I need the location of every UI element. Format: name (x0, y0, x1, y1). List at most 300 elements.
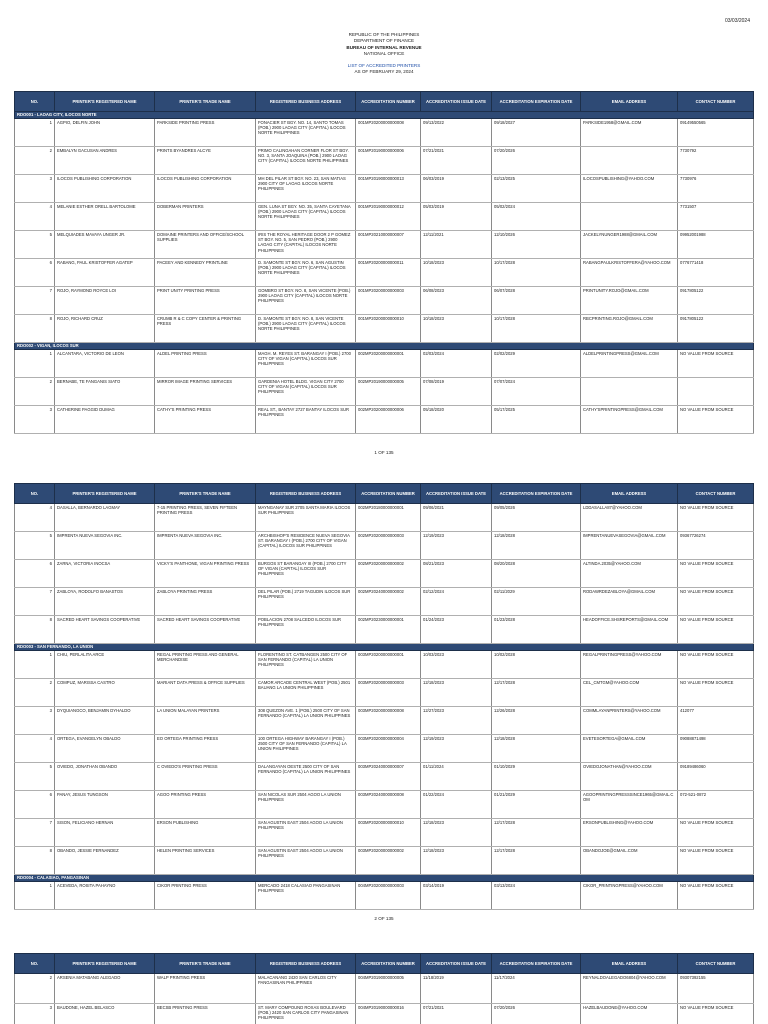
printers-table (14, 953, 754, 1024)
cell-acc-no: 003MP20200000000002 (356, 847, 421, 875)
cell-address: MAYNGANAY SUR 2705 SANTA MARIA ILOCOS SUR PHILIPPINES (256, 504, 356, 532)
cell-address: PRIMO CALINGAHAN CORNER FLOR ST BGY. NO. 3, SANTA JOAQUINA (POB.) 2900 LAOAG CITY (CAPITAL) ILOCOS NORTE PHILIPPINES (256, 147, 356, 175)
cell-contact: NO VALUE FROM SOURCE (678, 504, 754, 532)
cell-email: PARKSIDE1958@GMAIL.COM (581, 119, 678, 147)
cell-acc-no: 001MP20190000000012 (356, 203, 421, 231)
print-date: 03/03/2024 (724, 18, 750, 24)
cell-address: D. SAMONTE ST BGY. NO. 8, SAN VICENTE (POB.) 2900 LAOAG CITY (CAPITAL) ILOCOS NORTE PHILIPPINES (256, 315, 356, 343)
printers-table (14, 483, 754, 910)
page-sheet (14, 483, 753, 910)
cell-address: GOMBRO ST BGY. NO. 8, SAN VICENTE (POB.) 2900 LAOAG CITY (CAPITAL) ILOCOS NORTE PHILIPPINES (256, 287, 356, 315)
table-row (15, 707, 754, 735)
cell-issue: 10/18/2023 (421, 315, 492, 343)
cell-trade: ERSON PUBLISHING (155, 819, 256, 847)
cell-trade: PARKSIDE PRINTING PRESS (155, 119, 256, 147)
cell-email: OVIEDOJONATHAN@YAHOO.COM (581, 763, 678, 791)
cell-expiry: 12/17/2028 (492, 819, 581, 847)
cell-no: 2 (15, 974, 55, 1004)
table-row (15, 679, 754, 707)
cell-email: OBANDOJOE@GMAIL.COM (581, 847, 678, 875)
column-header: ACCREDITATION EXPIRATION DATE (492, 92, 581, 112)
cell-name: AGPIO, DELFIN JOHN (55, 119, 155, 147)
cell-acc-no: 002MP20240000000002 (356, 588, 421, 616)
page-number: 2 OF 135 (374, 916, 394, 921)
cell-acc-no: 003MP20240000000007 (356, 763, 421, 791)
cell-name: EMBALYN GACUSAN ANDRES (55, 147, 155, 175)
cell-name: OVIEDO, JONATHAN OBANDO (55, 763, 155, 791)
cell-trade: BECSB PRINTING PRESS (155, 1004, 256, 1024)
table-row (15, 1004, 754, 1024)
cell-expiry: 01/10/2029 (492, 763, 581, 791)
cell-email: LDDASALLA87@YAHOO.COM (581, 504, 678, 532)
cell-address: D. SAMONTE ST BGY. NO. 6, SAN AGUSTIN (POB.) 2900 LAOAG CITY (CAPITAL) ILOCOS NORTE PHILIPPINES (256, 259, 356, 287)
column-header: ACCREDITATION NUMBER (356, 484, 421, 504)
cell-no: 5 (15, 231, 55, 259)
cell-name: OBANDO, JESSIE FERNANDEZ (55, 847, 155, 875)
cell-contact: NO VALUE FROM SOURCE (678, 651, 754, 679)
cell-acc-no: 002MP20200000000001 (356, 350, 421, 378)
cell-trade: VICKY'S PANTHONE, VIGAN PRINTING PRESS (155, 560, 256, 588)
cell-contact: NO VALUE FROM SOURCE (678, 588, 754, 616)
table-row (15, 378, 754, 406)
cell-expiry: 08/20/2028 (492, 560, 581, 588)
column-header: ACCREDITATION NUMBER (356, 92, 421, 112)
cell-acc-no: 002MP20200000000006 (356, 406, 421, 434)
cell-email: REGALPRINTINGPRESS@YAHOO.COM (581, 651, 678, 679)
as-of-date: AS OF FEBRUARY 29, 2024 (354, 69, 414, 75)
cell-issue: 07/21/2021 (421, 147, 492, 175)
cell-no: 7 (15, 819, 55, 847)
column-header: CONTACT NUMBER (678, 954, 754, 974)
cell-name: BAUDONE, HAZEL BELASCO (55, 1004, 155, 1024)
cell-trade: WALP PRINTING PRESS (155, 974, 256, 1004)
cell-expiry: 02/02/2029 (492, 350, 581, 378)
table-row (15, 350, 754, 378)
header-line-bureau: BUREAU OF INTERNAL REVENUE (346, 44, 422, 50)
cell-no: 3 (15, 175, 55, 203)
cell-address: MH DEL PILAR ST BGY. NO. 23, SAN MATIAS 2900 CITY OF LAOAG ILOCOS NORTE PHILIPPINES (256, 175, 356, 203)
cell-trade: CIKOR PRINTING PRESS (155, 882, 256, 910)
cell-issue: 05/03/2019 (421, 203, 492, 231)
cell-no: 1 (15, 350, 55, 378)
column-header: ACCREDITATION NUMBER (356, 954, 421, 974)
cell-address: 100 ORTEGA HIGHWAY BARANGAY I (POB.) 2500 CITY OF SAN FERNANDO (CAPITAL) LA UNION PHILIPPINES (256, 735, 356, 763)
cell-address: POBLACION 2708 SALCEDO ILOCOS SUR PHILIPPINES (256, 616, 356, 644)
cell-issue: 02/03/2024 (421, 350, 492, 378)
region-header-row (15, 343, 754, 350)
cell-acc-no: 003MP20200000000008 (356, 707, 421, 735)
table-row (15, 406, 754, 434)
cell-trade: MARIANT DATA PRESS & OFFICE SUPPLIES (155, 679, 256, 707)
cell-trade: IMPRENTA NUEVA SEGOVIA INC. (155, 532, 256, 560)
cell-contact: 0917805122 (678, 287, 754, 315)
cell-acc-no: 003MP20200000000003 (356, 679, 421, 707)
table-header-row (15, 484, 754, 504)
cell-acc-no: 004MP20190000000016 (356, 1004, 421, 1024)
cell-trade: PRINTS BYANDRES ALCYE (155, 147, 256, 175)
cell-no: 7 (15, 588, 55, 616)
cell-email: AGOOPRINTINGPRESSSINCE1965@GMAIL.COM (581, 791, 678, 819)
cell-trade: DOMAINE PRINTERS AND OFFICE/SCHOOL SUPPLIES (155, 231, 256, 259)
cell-no: 8 (15, 847, 55, 875)
cell-acc-no: 002MP20190000000005 (356, 378, 421, 406)
cell-email (581, 147, 678, 175)
cell-no: 6 (15, 791, 55, 819)
cell-contact: NO VALUE FROM SOURCE (678, 679, 754, 707)
cell-name: ZABLOYA, RODOLFO BANASTOS (55, 588, 155, 616)
cell-no: 1 (15, 651, 55, 679)
cell-issue: 10/18/2023 (421, 259, 492, 287)
cell-address: IRIS THE ROYAL HERITAGE DOOR 2 P GOMEZ ST BGY. NO. 5, SAN PEDRO (POB.) 2900 LAOAG CITY (CAPITAL) ILOCOS NORTE PHILIPPINES (256, 231, 356, 259)
table-row (15, 819, 754, 847)
cell-trade: SACRED HEART SAVINGS COOPERATIVE (155, 616, 256, 644)
cell-contact: NO VALUE FROM SOURCE (678, 882, 754, 910)
cell-email: RBCPRINTING.ROJO@GMAIL.COM (581, 315, 678, 343)
table-row (15, 175, 754, 203)
cell-expiry: 05/17/2025 (492, 406, 581, 434)
cell-no: 4 (15, 735, 55, 763)
cell-acc-no: 003MP20240000000008 (356, 791, 421, 819)
table-row (15, 315, 754, 343)
cell-expiry: 12/17/2028 (492, 847, 581, 875)
cell-issue: 02/12/2024 (421, 588, 492, 616)
cell-address: FLORENTINO ST. CATBANGEN 2500 CITY OF SAN FERNANDO (CAPITAL) LA UNION PHILIPPINES (256, 651, 356, 679)
cell-address: ARCHBISHOP'S RESIDENCE NUEVA SEGOVIA ST. BARANGAY I (POB.) 2700 CITY OF VIGAN (CAPITAL) ILOCOS SUR PHILIPPINES (256, 532, 356, 560)
cell-name: COMPUZ, MARISSA CASTRO (55, 679, 155, 707)
cell-trade: ILOCOS PUBLISHING CORPORATION (155, 175, 256, 203)
cell-address: DEL PILAR (POB.) 2719 TAGUDIN ILOCOS SUR PHILIPPINES (256, 588, 356, 616)
column-header: PRINTER'S REGISTERED NAME (55, 484, 155, 504)
column-header: ACCREDITATION ISSUE DATE (421, 954, 492, 974)
cell-issue: 08/21/2023 (421, 560, 492, 588)
cell-contact: NO VALUE FROM SOURCE (678, 1004, 754, 1024)
cell-name: ACEVEDA, ROSITA PAHAYNO (55, 882, 155, 910)
cell-contact: 09367726274 (678, 532, 754, 560)
page-sheet (14, 91, 753, 434)
cell-name: SISON, FELICIANO HERNAN (55, 819, 155, 847)
cell-address: 308 QUEZON AVE. 1 (POB.) 2500 CITY OF SAN FERNANDO (CAPITAL) LA UNION PHILIPPINES (256, 707, 356, 735)
region-label: RDO004 - CALASIAO, PANGASINAN (15, 875, 754, 882)
cell-contact: 09149550565 (678, 119, 754, 147)
cell-email: ERSONPUBLISHING@YAHOO.COM (581, 819, 678, 847)
cell-name: CATHERINE PAGGID DUMAG (55, 406, 155, 434)
cell-issue: 05/18/2020 (421, 406, 492, 434)
cell-trade: DOBERMAN PRINTERS (155, 203, 256, 231)
cell-contact: NO VALUE FROM SOURCE (678, 350, 754, 378)
cell-expiry: 10/17/2028 (492, 315, 581, 343)
cell-expiry: 01/23/2028 (492, 616, 581, 644)
cell-contact: 09307392155 (678, 974, 754, 1004)
cell-email: IMPRENTANUEVASEGOVIA@GMAIL.COM (581, 532, 678, 560)
cell-name: DYQUIANGCO, BENJAMIN DYHALDO (55, 707, 155, 735)
cell-expiry: 07/07/2024 (492, 378, 581, 406)
cell-name: ARSENIA MATABANG ALEGADO (55, 974, 155, 1004)
cell-no: 8 (15, 616, 55, 644)
cell-address: MAGH. M. REYES ST. BARANGAY I (POB.) 2700 CITY OF VIGAN (CAPITAL) ILOCOS SUR PHILIPPINES (256, 350, 356, 378)
table-row (15, 147, 754, 175)
cell-issue: 06/03/2019 (421, 175, 492, 203)
cell-issue: 01/24/2023 (421, 616, 492, 644)
cell-contact: 0776771418 (678, 259, 754, 287)
table-row (15, 231, 754, 259)
cell-no: 2 (15, 147, 55, 175)
cell-contact: NO VALUE FROM SOURCE (678, 406, 754, 434)
cell-email: REYNALDOALEGADO6804@YAHOO.COM (581, 974, 678, 1004)
cell-expiry: 09/18/2027 (492, 119, 581, 147)
table-row (15, 532, 754, 560)
cell-address: DALANGAYAN OESTE 2500 CITY OF SAN FERNANDO (CAPITAL) LA UNION PHILIPPINES (256, 763, 356, 791)
cell-acc-no: 003MP20200000000010 (356, 819, 421, 847)
table-row (15, 651, 754, 679)
cell-address: REAL ST., BANTAY 2727 BANTAY ILOCOS SUR PHILIPPINES (256, 406, 356, 434)
printers-table (14, 91, 754, 434)
cell-issue: 10/03/2023 (421, 651, 492, 679)
cell-contact: 7730792 (678, 147, 754, 175)
cell-address: SAN NICOLAS SUR 2504 AGOO LA UNION PHILIPPINES (256, 791, 356, 819)
cell-contact: 09189486060 (678, 763, 754, 791)
cell-acc-no: 001MP20200000000008 (356, 119, 421, 147)
cell-expiry: 12/26/2028 (492, 707, 581, 735)
cell-expiry: 02/13/2025 (492, 175, 581, 203)
column-header: EMAIL ADDRESS (581, 954, 678, 974)
cell-address: MALACANANG 2420 SAN CARLOS CITY PANGASINAN PHILIPPINES (256, 974, 356, 1004)
cell-no: 8 (15, 315, 55, 343)
column-header: CONTACT NUMBER (678, 484, 754, 504)
cell-email: HEADOFFICE.SHSREPORTS@GMAIL.COM (581, 616, 678, 644)
table-row (15, 560, 754, 588)
letterhead (0, 32, 768, 76)
cell-acc-no: 004MP20200000000003 (356, 882, 421, 910)
cell-expiry: 06/07/2028 (492, 287, 581, 315)
cell-issue: 06/08/2023 (421, 287, 492, 315)
cell-issue: 12/27/2023 (421, 707, 492, 735)
cell-contact: NO VALUE FROM SOURCE (678, 819, 754, 847)
cell-issue: 03/14/2019 (421, 882, 492, 910)
cell-name: PANAY, JESUS TUNGSON (55, 791, 155, 819)
cell-contact: NO VALUE FROM SOURCE (678, 560, 754, 588)
cell-issue: 09/13/2022 (421, 119, 492, 147)
table-row (15, 974, 754, 1004)
cell-email: RODAWRDEZABLOYA@GMAIL.COM (581, 588, 678, 616)
column-header: NO. (15, 484, 55, 504)
cell-expiry: 12/18/2028 (492, 532, 581, 560)
cell-acc-no: 001MP20190000000013 (356, 175, 421, 203)
cell-no: 2 (15, 679, 55, 707)
cell-trade: HELEN PRINTING SERVICES (155, 847, 256, 875)
cell-expiry: 02/11/2029 (492, 588, 581, 616)
page-number: 1 OF 135 (374, 450, 394, 455)
cell-expiry: 10/17/2028 (492, 259, 581, 287)
cell-expiry: 12/18/2028 (492, 735, 581, 763)
cell-trade: 7-15 PRINTING PRESS, SEVEN FIFTEEN PRINTING PRESS (155, 504, 256, 532)
table-row (15, 882, 754, 910)
cell-expiry: 09/05/2026 (492, 504, 581, 532)
cell-acc-no: 002MP20230000000001 (356, 616, 421, 644)
cell-trade: MIRROR IMAGE PRINTING SERVICES (155, 378, 256, 406)
cell-issue: 12/19/2023 (421, 532, 492, 560)
cell-name: ROJO, RAYMOND ROYCE LOI (55, 287, 155, 315)
column-header: NO. (15, 954, 55, 974)
cell-contact: 09952001988 (678, 231, 754, 259)
cell-acc-no: 004MP20190000000005 (356, 974, 421, 1004)
column-header: CONTACT NUMBER (678, 92, 754, 112)
column-header: REGISTERED BUSINESS ADDRESS (256, 92, 356, 112)
table-row (15, 504, 754, 532)
cell-email: CIKOR_PRINTINGPRESS@YAHOO.COM (581, 882, 678, 910)
region-header-row (15, 875, 754, 882)
table-row (15, 847, 754, 875)
header-line-republic: REPUBLIC OF THE PHILIPPINES (348, 32, 420, 37)
cell-name: RABANG, PAUL KRISTOFFER AGATEP (55, 259, 155, 287)
cell-acc-no: 002MP20180000000001 (356, 504, 421, 532)
cell-expiry: 12/10/2026 (492, 231, 581, 259)
cell-no: 1 (15, 119, 55, 147)
cell-acc-no: 002MP20200000000002 (356, 560, 421, 588)
cell-address: GARDENIA HOTEL BLDG. VIGAN CITY 2700 CITY OF VIGAN (CAPITAL) ILOCOS SUR PHILIPPINES (256, 378, 356, 406)
cell-contact: 7730976 (678, 175, 754, 203)
column-header: REGISTERED BUSINESS ADDRESS (256, 954, 356, 974)
cell-expiry: 07/20/2026 (492, 1004, 581, 1024)
cell-address: SAN AGUSTIN EAST 2504 AGOO LA UNION PHILIPPINES (256, 847, 356, 875)
cell-contact: 7731507 (678, 203, 754, 231)
cell-contact: 072-521-0872 (678, 791, 754, 819)
cell-no: 4 (15, 504, 55, 532)
cell-contact (678, 378, 754, 406)
cell-name: ORTEGA, EVANGELYN OBALDO (55, 735, 155, 763)
table-row (15, 203, 754, 231)
header-line-department: DEPARTMENT OF FINANCE (353, 38, 415, 44)
region-label: RDO002 - VIGAN, ILOCOS SUR (15, 343, 754, 350)
region-label: RDO003 - SAN FERNANDO, LA UNION (15, 644, 754, 651)
table-row (15, 616, 754, 644)
table-row (15, 791, 754, 819)
table-row (15, 287, 754, 315)
table-row (15, 735, 754, 763)
cell-name: ILOCOS PUBLISHING CORPORATION (55, 175, 155, 203)
column-header: REGISTERED BUSINESS ADDRESS (256, 484, 356, 504)
column-header: PRINTER'S TRADE NAME (155, 954, 256, 974)
region-header-row (15, 112, 754, 119)
cell-address: CAMOR ARCADE CENTRAL WEST (POB.) 2501 BAUANG LA UNION PHILIPPINES (256, 679, 356, 707)
cell-name: SACRED HEART SAVINGS COOPERATIVE (55, 616, 155, 644)
cell-name: BERNABE, TE FANGANIS SIATO (55, 378, 155, 406)
cell-no: 6 (15, 259, 55, 287)
cell-email: COMMLAYANPRINTERS@YAHOO.COM (581, 707, 678, 735)
cell-contact: NO VALUE FROM SOURCE (678, 847, 754, 875)
cell-issue: 07/08/2019 (421, 378, 492, 406)
cell-email (581, 203, 678, 231)
cell-issue: 12/11/2021 (421, 231, 492, 259)
cell-email: EVETESORTEGA@GMAIL.COM (581, 735, 678, 763)
cell-contact: NO VALUE FROM SOURCE (678, 616, 754, 644)
column-header: ACCREDITATION EXPIRATION DATE (492, 954, 581, 974)
cell-trade: C OVIEDO'S PRINTING PRESS (155, 763, 256, 791)
cell-email: ALTINDA.2035@YAHOO.COM (581, 560, 678, 588)
table-header-row (15, 92, 754, 112)
cell-acc-no: 001MP20210000000007 (356, 231, 421, 259)
region-label: RDO001 - LAOAG CITY, ILOCOS NORTE (15, 112, 754, 119)
cell-email: JACKELYNUNGER1988@GMAIL.COM (581, 231, 678, 259)
cell-no: 6 (15, 560, 55, 588)
cell-no: 5 (15, 532, 55, 560)
cell-email: RABANGPAULKRISTOFFERA@YAHOO.COM (581, 259, 678, 287)
cell-name: MELQUIADES MAVAYA UNGER JR. (55, 231, 155, 259)
column-header: ACCREDITATION ISSUE DATE (421, 484, 492, 504)
cell-expiry: 01/21/2029 (492, 791, 581, 819)
cell-address: FONACIER ST BGY. NO. 14, SANTO TOMAS (POB.) 2900 LAOAG CITY (CAPITAL) ILOCOS NORTE PHILIPPINES (256, 119, 356, 147)
column-header: EMAIL ADDRESS (581, 92, 678, 112)
cell-issue: 11/18/2019 (421, 974, 492, 1004)
cell-name: MELANIE ESTHER ORELL BARTOLOME (55, 203, 155, 231)
cell-email: HAZELBAUDONE@YAHOO.COM (581, 1004, 678, 1024)
column-header: PRINTER'S TRADE NAME (155, 484, 256, 504)
cell-no: 3 (15, 1004, 55, 1024)
cell-acc-no: 001MP20200000000011 (356, 259, 421, 287)
column-header: NO. (15, 92, 55, 112)
cell-address: ST. MARY COMPOUND ROXAS BOULEVARD (POB.) 2420 SAN CARLOS CITY PANGASINAN PHILIPPINES (256, 1004, 356, 1024)
table-row (15, 763, 754, 791)
cell-email: ALDELPRINTINGPRESS@GMAIL.COM (581, 350, 678, 378)
cell-expiry: 05/02/2024 (492, 203, 581, 231)
cell-trade: EO ORTEGA PRINTING PRESS (155, 735, 256, 763)
cell-issue: 01/11/2024 (421, 763, 492, 791)
cell-expiry: 10/02/2028 (492, 651, 581, 679)
cell-name: IMPRENTA NUEVA SEGOVIA INC. (55, 532, 155, 560)
cell-email: PRINTUNITY.ROJO@GMAIL.COM (581, 287, 678, 315)
cell-acc-no: 003MP20200000000001 (356, 651, 421, 679)
cell-address: GEN. LUNA ST BGY. NO. 35, SANTA CAYETANA (POB.) 2900 LAOAG CITY (CAPITAL) ILOCOS NORTE PHILIPPINES (256, 203, 356, 231)
cell-name: ALCANTARA, VICTORIO DE LEON (55, 350, 155, 378)
cell-issue: 12/19/2023 (421, 735, 492, 763)
cell-expiry: 07/20/2026 (492, 147, 581, 175)
cell-expiry: 12/17/2028 (492, 679, 581, 707)
column-header: PRINTER'S REGISTERED NAME (55, 954, 155, 974)
column-header: ACCREDITATION ISSUE DATE (421, 92, 492, 112)
table-row (15, 259, 754, 287)
cell-name: CHIU, PERLALITA ARCE (55, 651, 155, 679)
column-header: PRINTER'S TRADE NAME (155, 92, 256, 112)
cell-trade: ALDEL PRINTING PRESS (155, 350, 256, 378)
cell-trade: ZABLOYA PRINTING PRESS (155, 588, 256, 616)
column-header: EMAIL ADDRESS (581, 484, 678, 504)
cell-acc-no: 001MP20190000000006 (356, 147, 421, 175)
table-row (15, 119, 754, 147)
cell-email: ILOCOSPUBLISHING@YAHOO.COM (581, 175, 678, 203)
cell-address: MERCADO 2418 CALASIAO PANGASINAN PHILIPPINES (256, 882, 356, 910)
cell-contact: 09088871498 (678, 735, 754, 763)
cell-expiry: 11/17/2024 (492, 974, 581, 1004)
cell-issue: 01/22/2024 (421, 791, 492, 819)
cell-address: SAN AGUSTIN EAST 2504 AGOO LA UNION PHILIPPINES (256, 819, 356, 847)
document-title: LIST OF ACCREDITED PRINTERS (347, 63, 421, 69)
cell-issue: 09/06/2021 (421, 504, 492, 532)
cell-issue: 07/21/2021 (421, 1004, 492, 1024)
cell-no: 7 (15, 287, 55, 315)
cell-email: CEL_CMTGM@YAHOO.COM (581, 679, 678, 707)
column-header: ACCREDITATION EXPIRATION DATE (492, 484, 581, 504)
cell-no: 4 (15, 203, 55, 231)
cell-trade: PACEEY AND KENNEDY PRINTLINE (155, 259, 256, 287)
cell-trade: REGAL PRINTING PRESS AND GENERAL MERCHANDISE (155, 651, 256, 679)
cell-email: CATHY'SPRINTINGPRESS@GMAIL.COM (581, 406, 678, 434)
cell-email (581, 378, 678, 406)
cell-trade: LA UNION MALAYAN PRINTERS (155, 707, 256, 735)
region-header-row (15, 644, 754, 651)
cell-name: DASALLA, BERNARDO LAGMAY (55, 504, 155, 532)
cell-no: 5 (15, 763, 55, 791)
cell-expiry: 03/13/2024 (492, 882, 581, 910)
cell-address: BURGOS ST BARANGAY III (POB.) 2700 CITY OF VIGAN (CAPITAL) ILOCOS SUR PHILIPPINES (256, 560, 356, 588)
